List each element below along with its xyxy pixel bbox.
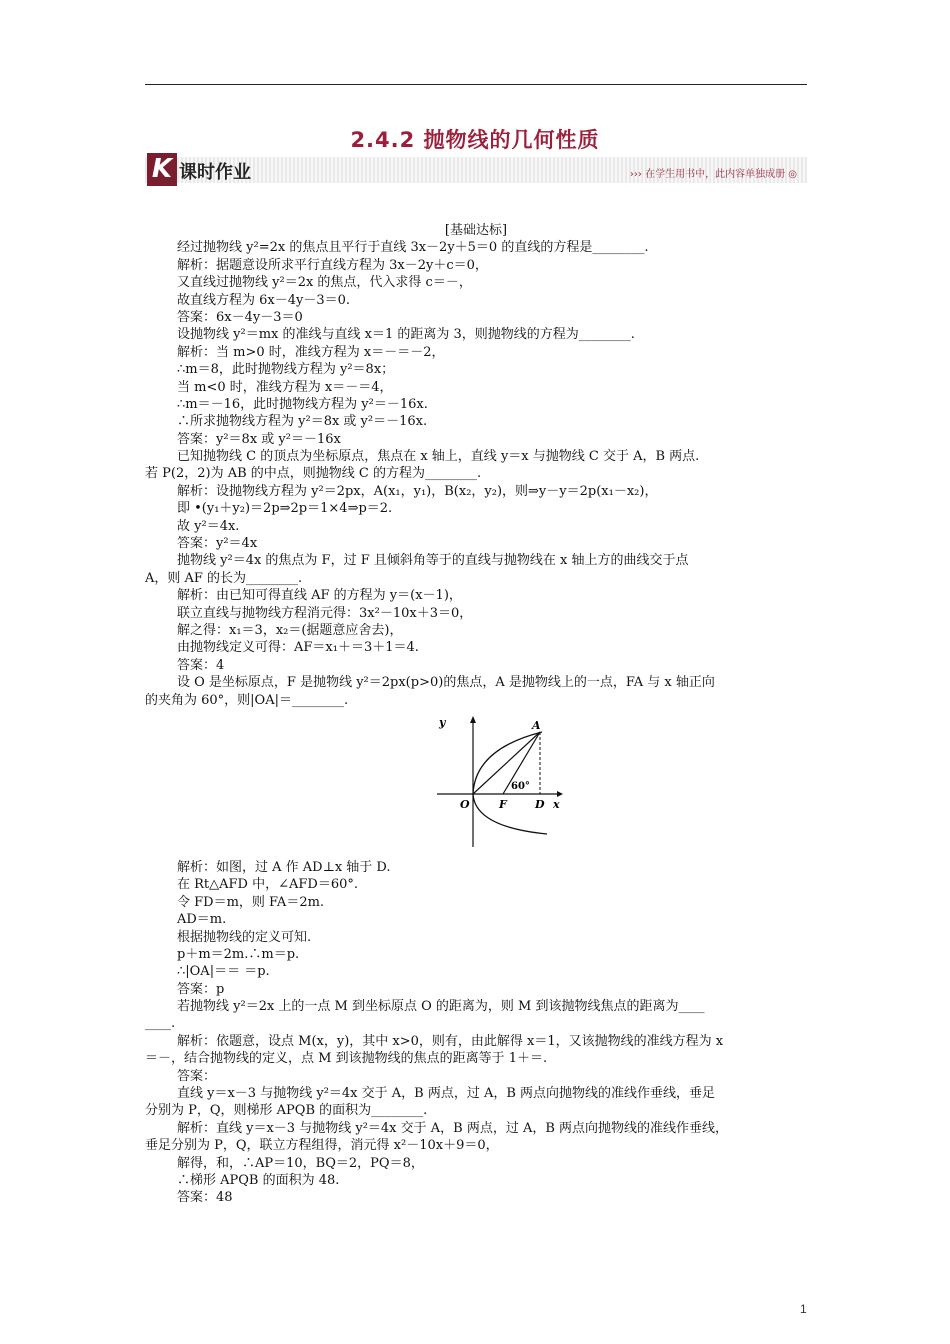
text-line: 故直线方程为 6x－4y－3＝0. [177, 292, 351, 308]
text-line: p＋m＝2m.∴m＝p. [177, 946, 300, 962]
text-line: 令 FD＝m，则 FA＝2m. [177, 894, 325, 910]
text-line: ∴m＝8，此时抛物线方程为 y²＝8x； [177, 362, 395, 378]
document-body [145, 222, 807, 1207]
text-line: 直线 y＝x－3 与抛物线 y²＝4x 交于 A，B 两点，过 A，B 两点向抛物线的准线作垂线，垂足 [177, 1086, 716, 1102]
banner-logo: K [147, 153, 177, 186]
text-line: 抛物线 y²＝4x 的焦点为 F，过 F 且倾斜角等于的直线与抛物线在 x 轴上方的曲线交于点 [177, 553, 689, 569]
text-line: 答案：4 [177, 657, 225, 673]
text-line: 已知抛物线 C 的顶点为坐标原点，焦点在 x 轴上，直线 y＝x 与抛物线 C 交于 A，B 两点. [177, 449, 700, 465]
text-line: 解析：据题意设所求平行直线方程为 3x－2y＋c＝0， [177, 257, 488, 273]
text-line: 即 •(y₁＋y₂)＝2p⇒2p＝1×4⇒p＝2. [177, 501, 393, 517]
text-line: 联立直线与抛物线方程消元得：3x²－10x＋3＝0， [177, 605, 473, 621]
text-line: 答案：y²＝8x 或 y²＝－16x [177, 431, 341, 447]
page-number: 1 [800, 1302, 807, 1316]
text-line: 设抛物线 y²＝mx 的准线与直线 x＝1 的距离为 3，则抛物线的方程为________. [177, 327, 635, 343]
angle-label: 60° [511, 780, 530, 792]
text-line: 当 m<0 时，准线方程为 x＝－＝4， [177, 379, 393, 395]
text-line: ∴|OA|＝＝ ＝p. [177, 964, 270, 980]
text-line: 垂足分别为 P，Q，联立方程组得，消元得 x²－10x＋9＝0， [145, 1138, 499, 1154]
y-axis-label: y [439, 715, 446, 729]
text-line: 由抛物线定义可得：AF＝x₁＋＝3＋1＝4. [177, 640, 419, 656]
text-line: 答案： [177, 1068, 217, 1084]
text-line: 解析：设抛物线方程为 y²＝2px，A(x₁，y₁)，B(x₂，y₂)，则⇒y－y＝2p(x₁－x₂)， [177, 483, 658, 499]
point-a-label: A [532, 718, 541, 732]
segment-oa [473, 732, 540, 794]
text-line: 若 P(2，2)为 AB 的中点，则抛物线 C 的方程为________. [145, 466, 482, 482]
text-line: 答案：p [177, 981, 225, 997]
parabola-diagram [435, 709, 565, 849]
text-line: A，则 AF 的长为________. [145, 570, 303, 586]
text-line: ____. [145, 1016, 176, 1032]
parabola-figure [145, 709, 807, 859]
y-axis-arrow [470, 716, 476, 723]
text-line: ∴所求抛物线方程为 y²＝8x 或 y²＝－16x. [177, 414, 428, 430]
text-line: 经过抛物线 y²=2x 的焦点且平行于直线 3x－2y＋5＝0 的直线的方程是________. [177, 240, 649, 256]
text-line: 解析：当 m>0 时，准线方程为 x＝－＝－2， [177, 344, 445, 360]
banner-label: 课时作业 [179, 162, 251, 183]
top-rule [145, 84, 807, 85]
x-axis-label: x [553, 797, 560, 811]
homework-banner [145, 151, 807, 188]
text-line: 解析：直线 y＝x－3 与抛物线 y²＝4x 交于 A，B 两点，过 A，B 两点向抛物线的准线作垂线， [177, 1120, 729, 1136]
text-line: 解析：如图，过 A 作 AD⊥x 轴于 D. [177, 859, 391, 875]
origin-label: O [460, 797, 470, 811]
text-line: 答案：48 [177, 1190, 233, 1206]
text-line: 解析：依题意，设点 M(x，y)，其中 x>0，则有，由此解得 x＝1，又该抛物线的准线方程为 x [177, 1033, 724, 1049]
page-title: 2.4.2 抛物线的几何性质 [350, 128, 600, 152]
text-line: 若抛物线 y²＝2x 上的一点 M 到坐标原点 O 的距离为，则 M 到该抛物线焦点的距离为____ [177, 999, 705, 1015]
text-line: ＝－，结合抛物线的定义，点 M 到该抛物线的焦点的距离等于 1＋＝. [145, 1051, 548, 1067]
foot-label: D [535, 797, 545, 811]
banner-note: ››› 在学生用书中，此内容单独成册 ◎ [629, 169, 797, 180]
text-line: 故 y²＝4x. [177, 518, 240, 534]
section-heading: [基础达标] [444, 223, 508, 238]
text-line: 答案：y²＝4x [177, 536, 258, 552]
text-line: 解得，和，∴AP＝10，BQ＝2，PQ＝8， [177, 1155, 424, 1171]
text-line: 解析：由已知可得直线 AF 的方程为 y＝(x－1)， [177, 588, 462, 604]
text-line: 根据抛物线的定义可知. [177, 929, 312, 945]
text-line: ∴梯形 APQB 的面积为 48. [177, 1172, 340, 1188]
focus-label: F [499, 797, 507, 811]
text-line: 又直线过抛物线 y²＝2x 的焦点，代入求得 c＝－， [177, 275, 472, 291]
text-line: 答案：6x－4y－3＝0 [177, 309, 303, 325]
text-line: AD＝m. [177, 912, 227, 928]
text-line: 设 O 是坐标原点，F 是抛物线 y²＝2px(p>0)的焦点，A 是抛物线上的一点，FA 与 x 轴正向 [177, 675, 715, 691]
text-line: 的夹角为 60°，则|OA|＝________. [145, 692, 349, 708]
text-line: 解之得：x₁＝3，x₂＝(据题意应舍去)， [177, 622, 403, 638]
text-line: 分别为 P，Q，则梯形 APQB 的面积为________. [145, 1103, 428, 1119]
text-line: ∴m＝－16，此时抛物线方程为 y²＝－16x. [177, 396, 428, 412]
text-line: 在 Rt△AFD 中，∠AFD＝60°. [177, 877, 359, 893]
x-axis-arrow [557, 791, 563, 797]
